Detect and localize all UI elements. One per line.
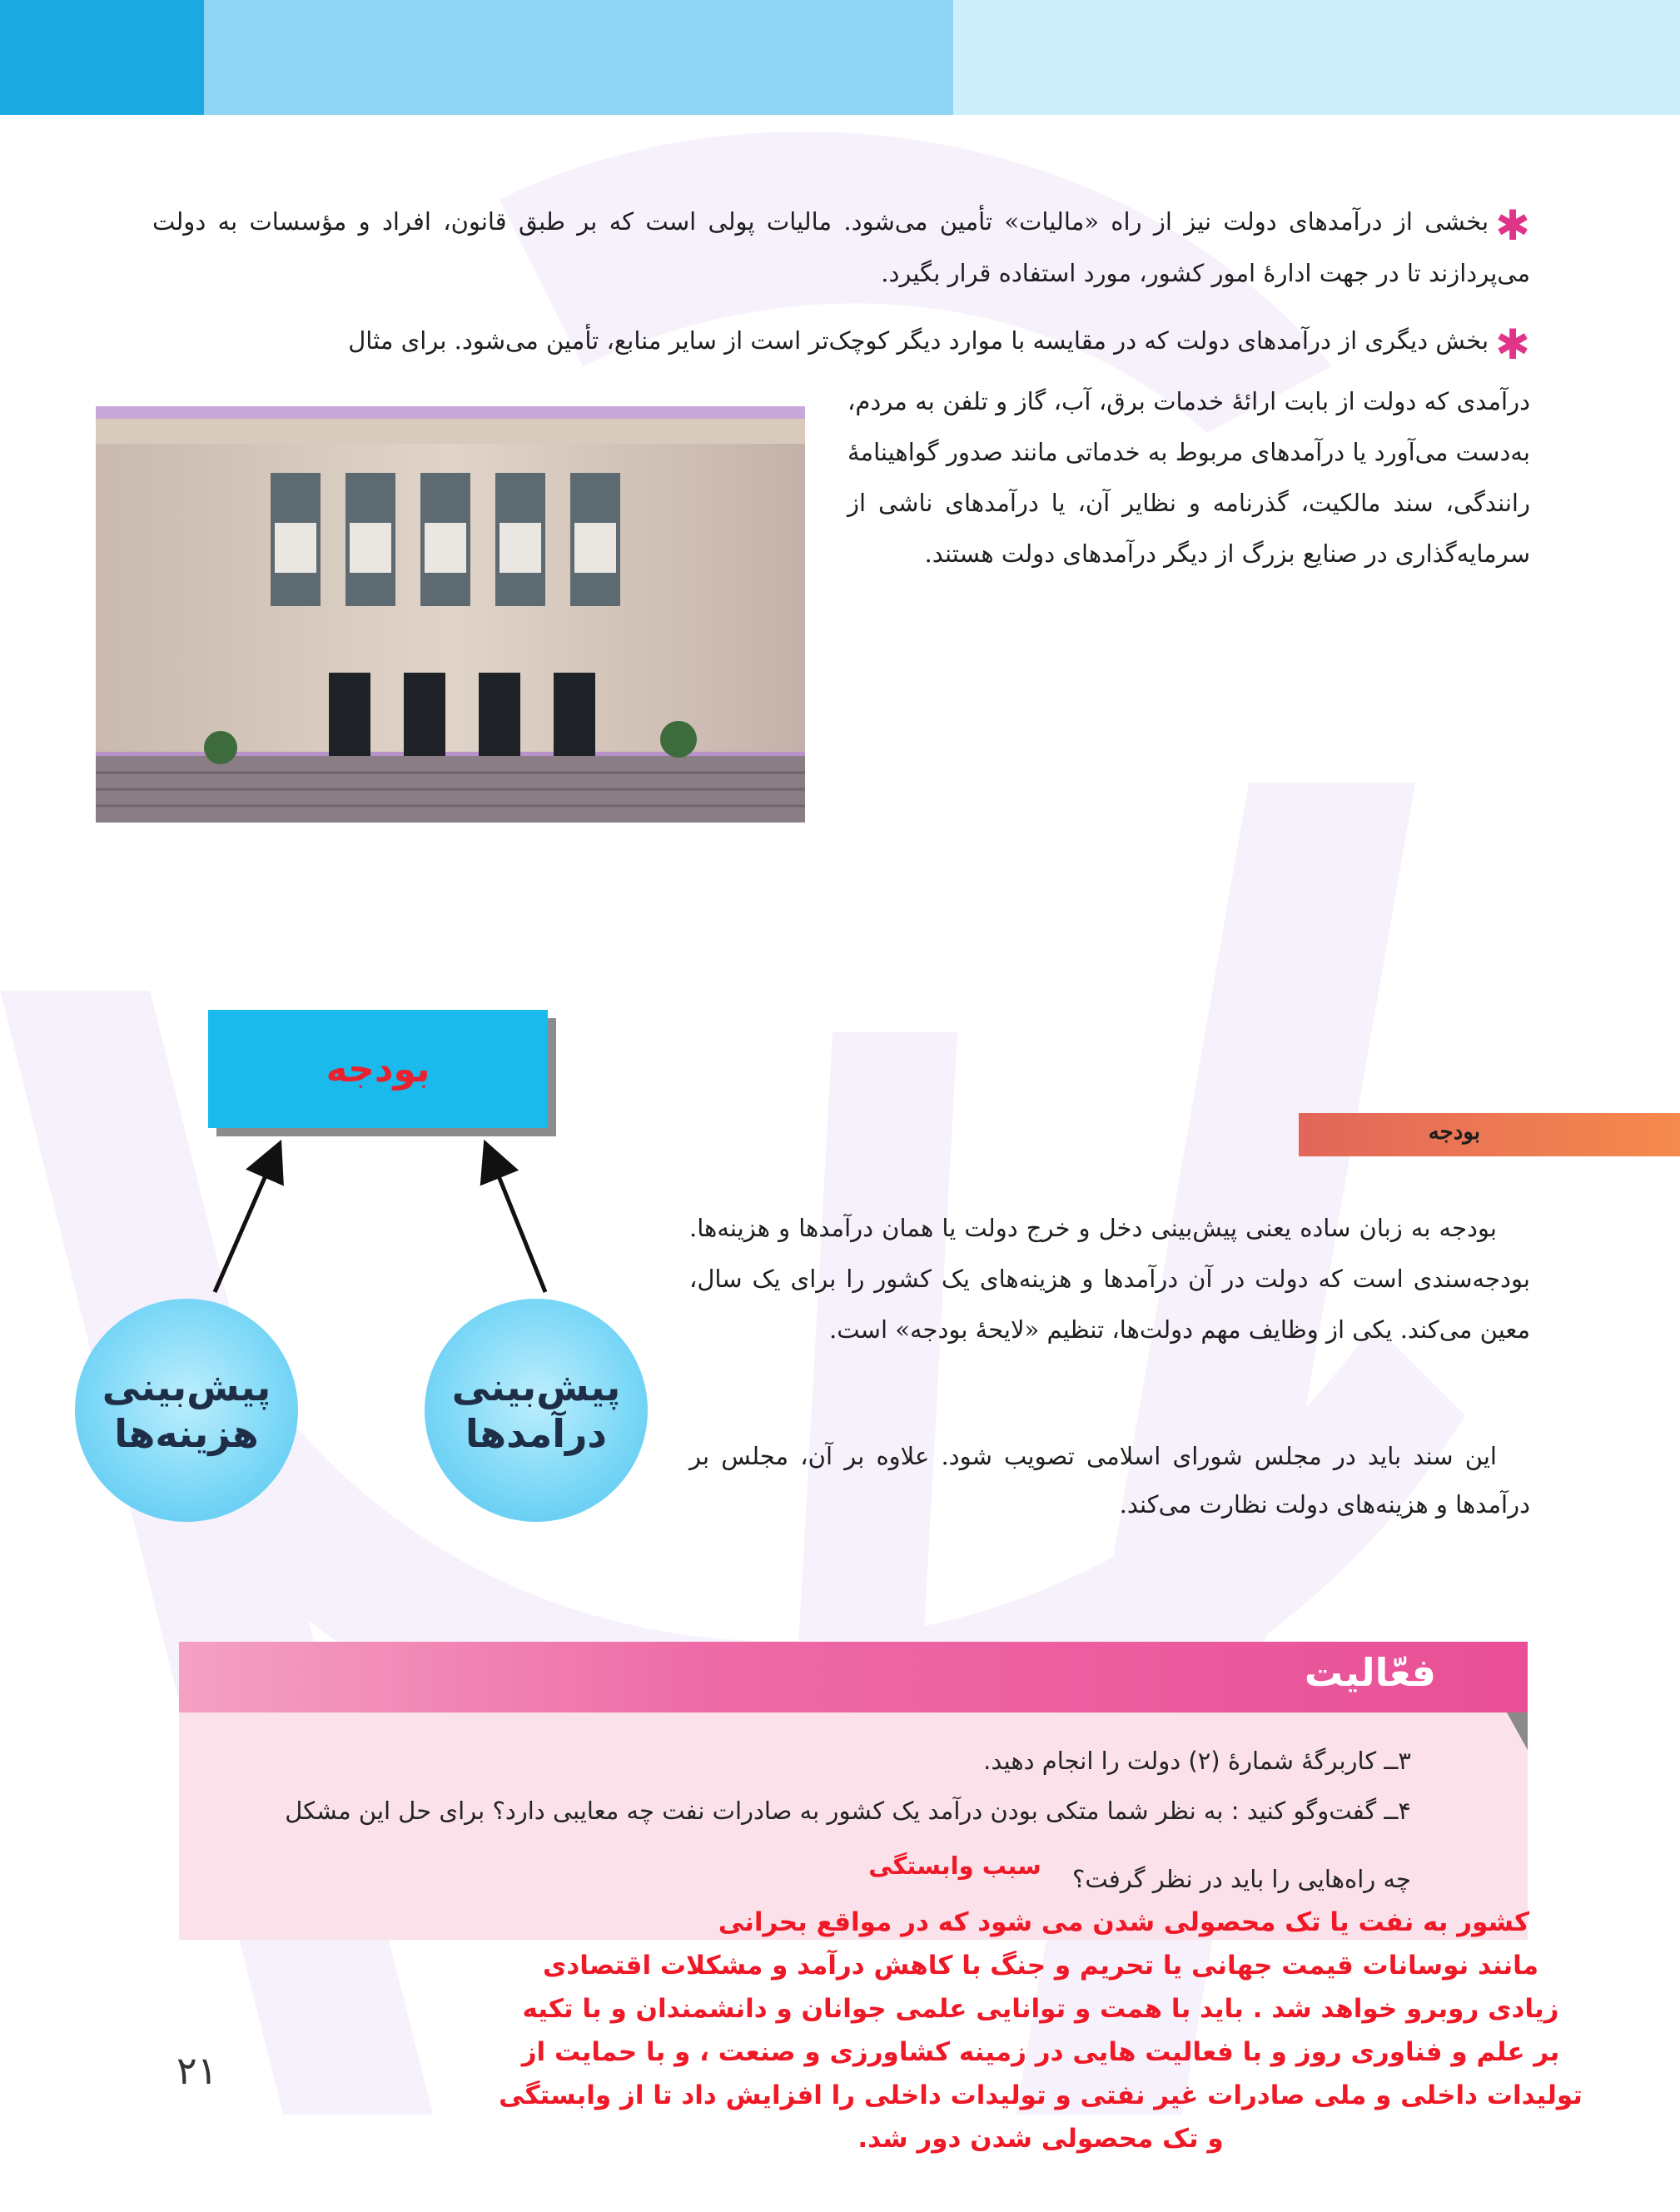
expenses-circle <box>75 1299 298 1522</box>
other-income-first-line <box>152 317 1530 369</box>
revenues-circle-line1: پیش‌بینی <box>451 1364 621 1409</box>
activity-item-3: ۳ــ کاربرگهٔ شمارهٔ (۲) دولت را انجام دهید. <box>983 1747 1411 1775</box>
banner-segment-mid <box>204 0 953 115</box>
budget-paragraph-2 <box>689 1432 1530 1529</box>
answer-line: و تک محصولی شدن دور شد. <box>857 2124 1224 2154</box>
other-income-paragraph <box>847 376 1530 579</box>
tax-paragraph <box>152 198 1530 297</box>
activity-item-4-line2 <box>250 1852 1411 1900</box>
banner-segment-dark <box>0 0 204 115</box>
answer-lead: سبب وابستگی <box>868 1852 1041 1880</box>
activity-item-4-line1: ۴ــ گفت‌وگو کنید : به نظر شما متکی بودن درآمد یک کشور به صادرات نفت چه معایبی دارد؟ برای حل این مشکل <box>285 1797 1411 1825</box>
activity-title: فعّالیت <box>1304 1650 1436 1695</box>
asterisk-icon: ✱ <box>1495 321 1530 369</box>
building-photo <box>96 406 805 823</box>
answer-line: کشور به نفت یا تک محصولی شدن می شود که در مواقع بحرانی <box>718 1907 1530 1937</box>
budget-paragraph-1 <box>689 1203 1530 1355</box>
answer-line: تولیدات داخلی و ملی صادرات غیر نفتی و تولیدات داخلی را افزایش داد تا از وابستگی <box>499 2080 1583 2110</box>
other-income-rest-text: درآمدی که دولت از بابت ارائهٔ خدمات برق، آب، گاز و تلفن به مردم، به‌دست می‌آورد یا درآمدهای مربوط به خدماتی مانند صدور گواهینامهٔ رانندگی، سند مالکیت، گذرنامه و نظایر آن، یا درآمدهای ناشی از سرمایه‌گذاری در صنایع بزرگ از دیگر درآمدهای دولت هستند. <box>847 387 1530 568</box>
budget-section-heading <box>1299 1113 1680 1156</box>
budget-p1-text: بودجه به زبان ساده یعنی پیش‌بینی دخل و خرج دولت یا همان درآمدها و هزینه‌ها. بودجه‌سندی است که دولت در آن درآمدها و هزینه‌های یک کشور را برای یک سال، معین می‌کند. یکی از وظایف مهم دولت‌ها، تنظیم «لایحهٔ بودجه» است. <box>689 1214 1530 1344</box>
page-number: ۲۱ <box>176 2048 218 2093</box>
activity-header <box>179 1642 1528 1712</box>
activity-corner-fold <box>1507 1712 1528 1750</box>
expenses-circle-line2: هزینه‌ها <box>114 1411 259 1456</box>
answer-line: مانند نوسانات قیمت جهانی یا تحریم و جنگ با کاهش درآمد و مشکلات اقتصادی <box>542 1951 1539 1981</box>
tax-text: بخشی از درآمدهای دولت نیز از راه «مالیات» تأمین می‌شود. مالیات پولی است که بر طبق قانون، افراد و مؤسسات به دولت می‌پردازند تا در جهت ادارهٔ امور کشور، مورد استفاده قرار بگیرد. <box>152 207 1530 287</box>
other-income-line1-text: بخش دیگری از درآمدهای دولت که در مقایسه با موارد دیگر کوچک‌تر است از سایر منابع، تأمین می‌شود. برای مثال <box>348 326 1489 355</box>
answer-text <box>466 1901 1615 2160</box>
asterisk-icon: ✱ <box>1495 201 1530 250</box>
answer-line: بر علم و فناوری روز و با فعالیت هایی در زمینه کشاورزی و صنعت ، و با حمایت از <box>521 2037 1560 2067</box>
budget-box-label: بودجه <box>326 1047 430 1091</box>
revenues-circle-line2: درآمدها <box>465 1411 608 1456</box>
budget-box <box>208 1010 548 1128</box>
budget-heading-text: بودجه <box>1428 1120 1480 1145</box>
answer-line: زیادی روبرو خواهد شد . باید با همت و توانایی علمی جوانان و دانشمندان و با تکیه <box>522 1994 1559 2024</box>
expenses-circle-line1: پیش‌بینی <box>102 1364 271 1409</box>
revenues-circle <box>425 1299 648 1522</box>
top-banner <box>0 0 1680 115</box>
banner-segment-light <box>953 0 1680 115</box>
budget-p2-text: این سند باید در مجلس شورای اسلامی تصویب شود. علاوه بر آن، مجلس بر درآمدها و هزینه‌های دولت نظارت می‌کند. <box>689 1442 1530 1519</box>
activity-item-4-question: چه راه‌هایی را باید در نظر گرفت؟ <box>1072 1865 1411 1893</box>
